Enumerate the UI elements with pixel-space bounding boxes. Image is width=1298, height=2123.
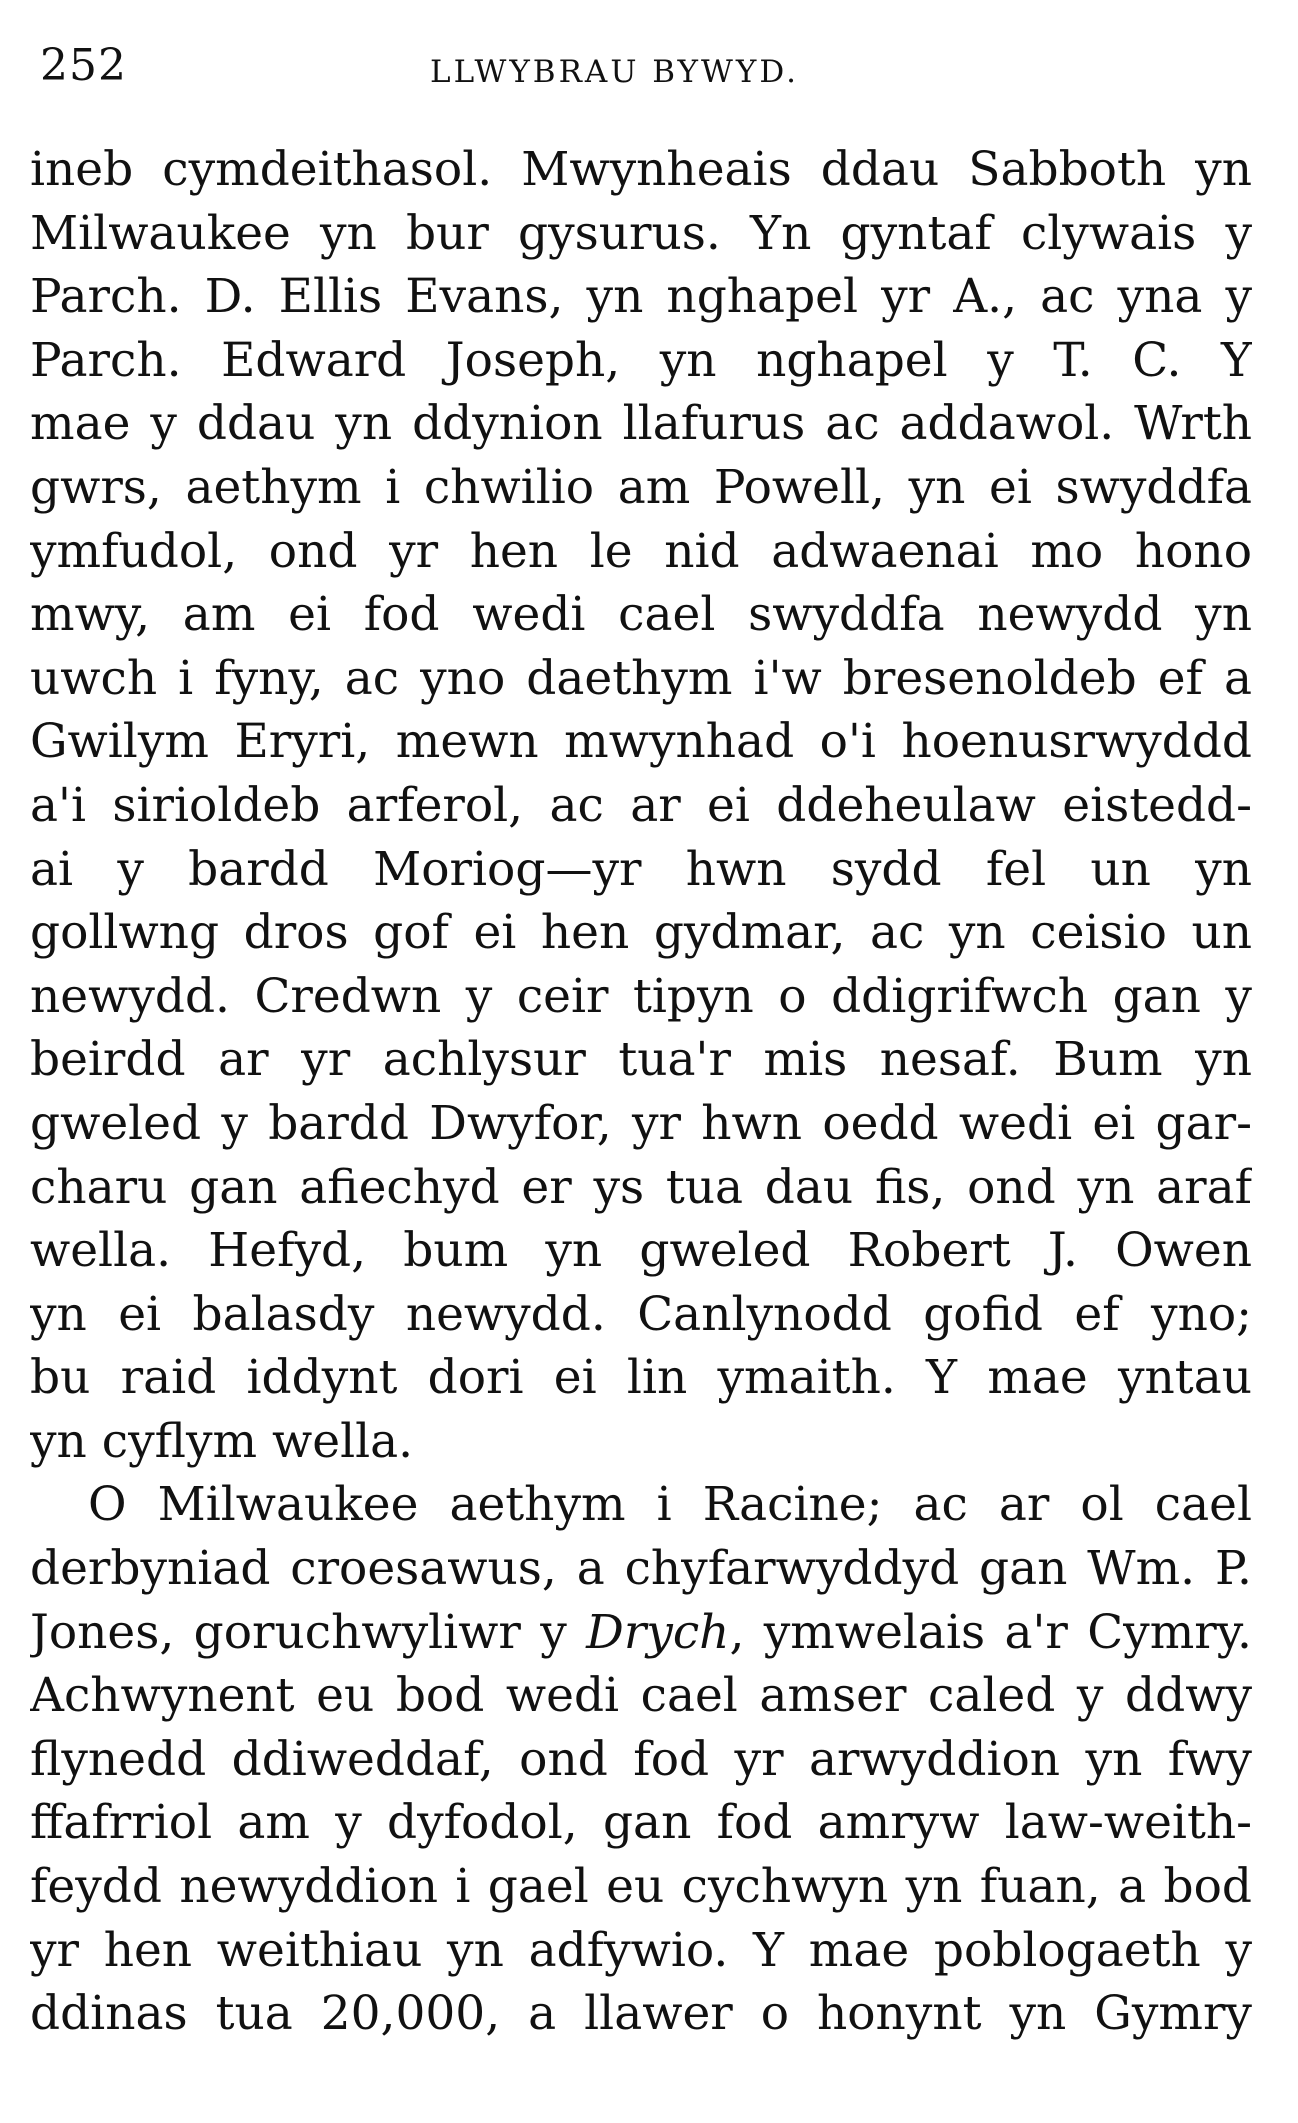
text-line: newydd. Credwn y ceir tipyn o ddigrifwch gan y <box>30 968 1252 1024</box>
text-segment: , ymwelais a'r Cymry. <box>729 1604 1252 1660</box>
text-line: gollwng dros gof ei hen gydmar, ac yn ceisio un <box>30 905 1252 961</box>
newspaper-title: Drych <box>586 1604 730 1660</box>
text-line <box>30 1601 1252 1665</box>
text-line: yr hen weithiau yn adfywio. Y mae poblogaeth y <box>30 1922 1252 1978</box>
text-line: uwch i fyny, ac yno daethym i'w bresenoldeb ef a <box>30 650 1252 706</box>
paragraph <box>30 1473 1250 2045</box>
text-line: ffafrriol am y dyfodol, gan fod amryw law-weith- <box>30 1795 1252 1851</box>
running-title: LLWYBRAU BYWYD. <box>430 54 799 90</box>
book-page <box>30 40 1250 2046</box>
text-line: wella. Hefyd, bum yn gweled Robert J. Owen <box>30 1223 1252 1279</box>
text-line: mae y ddau yn ddynion llafurus ac addawol. Wrth <box>30 396 1252 452</box>
text-line: gwrs, aethym i chwilio am Powell, yn ei swyddfa <box>30 459 1252 515</box>
text-line: Achwynent eu bod wedi cael amser caled y ddwy <box>30 1668 1252 1724</box>
text-line: a'i sirioldeb arferol, ac ar ei ddeheulaw eistedd- <box>30 777 1252 833</box>
text-line: yn ei balasdy newydd. Canlynodd gofid ef yno; <box>30 1286 1252 1342</box>
page-number: 252 <box>40 40 127 91</box>
text-line: ineb cymdeithasol. Mwynheais ddau Sabboth yn <box>30 142 1252 197</box>
text-line: bu raid iddynt dori ei lin ymaith. Y mae yntau <box>30 1350 1252 1406</box>
text-line: flynedd ddiweddaf, ond fod yr arwyddion yn fwy <box>30 1731 1252 1787</box>
text-line: charu gan afiechyd er ys tua dau fis, ond yn araf <box>30 1159 1252 1215</box>
text-line: Gwilym Eryri, mewn mwynhad o'i hoenusrwyddd <box>30 714 1252 770</box>
text-line: mwy, am ei fod wedi cael swyddfa newydd yn <box>30 587 1252 643</box>
body-text <box>30 138 1250 2046</box>
text-line: ddinas tua 20,000, a llawer o honynt yn Gymry <box>30 1986 1252 2042</box>
text-line: yn cyflym wella. <box>30 1413 414 1469</box>
text-line: Parch. D. Ellis Evans, yn nghapel yr A., ac yna y <box>30 269 1252 325</box>
text-line: beirdd ar yr achlysur tua'r mis nesaf. Bum yn <box>30 1032 1252 1088</box>
text-line: feydd newyddion i gael eu cychwyn yn fuan, a bod <box>30 1859 1252 1915</box>
text-segment: Jones, goruchwyliwr y <box>30 1604 587 1660</box>
text-line: O Milwaukee aethym i Racine; ac ar ol cael <box>88 1477 1252 1533</box>
text-line: ymfudol, ond yr hen le nid adwaenai mo hono <box>30 523 1252 579</box>
running-header <box>30 40 1250 110</box>
text-line: gweled y bardd Dwyfor, yr hwn oedd wedi ei gar- <box>30 1095 1252 1151</box>
text-line: ai y bardd Moriog—yr hwn sydd fel un yn <box>30 841 1252 897</box>
text-line: derbyniad croesawus, a chyfarwyddyd gan Wm. P. <box>30 1541 1252 1597</box>
text-line: Parch. Edward Joseph, yn nghapel y T. C. Y <box>30 332 1252 388</box>
paragraph <box>30 138 1250 1473</box>
text-line: Milwaukee yn bur gysurus. Yn gyntaf clywais y <box>30 205 1252 261</box>
